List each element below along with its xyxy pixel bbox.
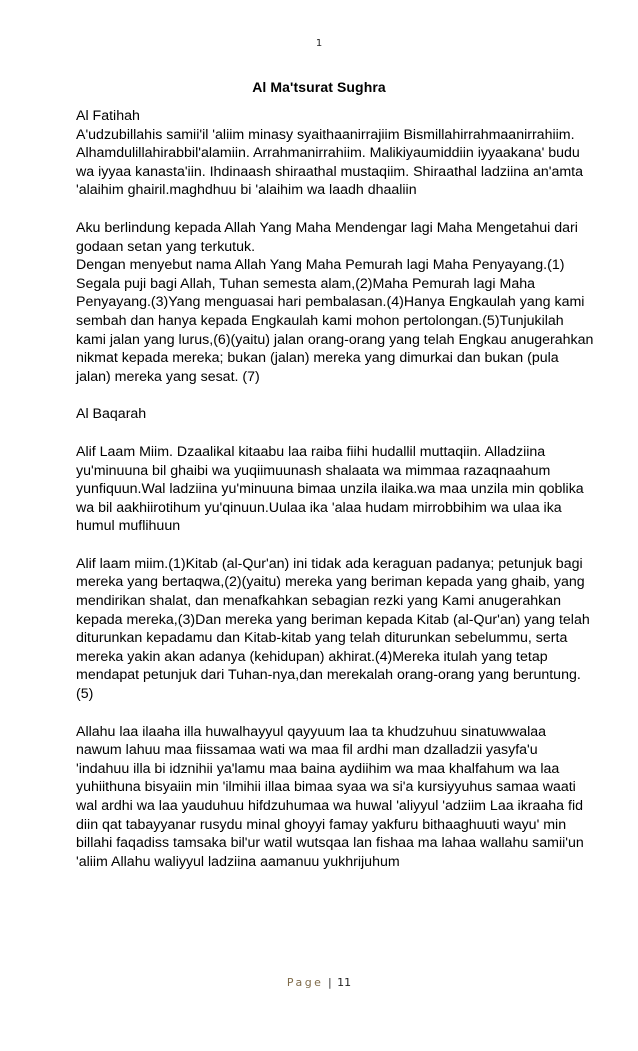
document-title: Al Ma'tsurat Sughra [252, 79, 386, 95]
section-heading-al-fatihah: Al Fatihah [76, 108, 140, 124]
paragraph-baqarah-translation: Alif laam miim.(1)Kitab (al-Qur'an) ini tidak ada keraguan padanya; petunjuk bagi mereka yang bertaqwa,(2)(yaitu) mereka yang beriman kepada yang ghaib, yang mendirikan shalat, dan menafkahkan sebagian rezki yang Kami anugerahkan kepada mereka,(3)Dan mereka yang beriman kepada Kitab (al-Qur'an) yang telah diturunkan kepadamu dan Kitab-kitab yang telah diturunkan sebelummu, serta mereka yakin akan adanya (kehidupan) akhirat.(4)Mereka itulah yang tetap mendapat petunjuk dari Tuhan-nya,dan merekalah orang-orang yang beruntung.(5) [76, 555, 590, 703]
page-label: Page [286, 976, 324, 989]
paragraph-baqarah-transliteration: Alif Laam Miim. Dzaalikal kitaabu laa raiba fiihi hudallil muttaqiin. Alladziina yu'minuuna bil ghaibi wa yuqiimuunash shalaata wa mimmaa razaqnaahum yunfiquun.Wal ladziina yu'minuuna bimaa unzila ilaika.wa maa unzila min qoblika wa bil aakhiirotihum yu'qinuun.Uulaa ika 'alaa hudam mirrobbihim wa ulaa ika humul muflihuun [76, 443, 584, 535]
paragraph-fatihah-transliteration: A'udzubillahis samii'il 'aliim minasy syaithaanirrajiim Bismillahirrahmaanirrahiim. Alhamdulillahirabbil'alamiin. Arrahmanirrahiim. Malikiyaumiddiin iyyaakana' budu wa iyyaa kanasta'iin. Ihdinaash shiraathal mustaqiim. Shiraathal ladziina an'amta 'alaihim ghairil.maghdhuu bi 'alaihim wa laadh dhaaliin [76, 126, 583, 199]
paragraph-fatihah-translation: Dengan menyebut nama Allah Yang Maha Pemurah lagi Maha Penyayang.(1) Segala puji bagi Allah, Tuhan semesta alam,(2)Maha Pemurah lagi Maha Penyayang.(3)Yang menguasai hari pembalasan.(4)Hanya Engkaulah yang kami sembah dan hanya kepada Engkaulah kami mohon pertolongan.(5)Tunjukilah kami jalan yang lurus,(6)(yaitu) jalan orang-orang yang telah Engkau anugerahkan nikmat kepada mereka; bukan (jalan) mereka yang dimurkai dan bukan (pula jalan) mereka yang sesat. (7) [76, 257, 594, 385]
page-top-number: 1 [315, 38, 323, 49]
section-heading-al-baqarah: Al Baqarah [76, 406, 147, 423]
paragraph-ayat-kursi-transliteration: Allahu laa ilaaha illa huwalhayyul qayyuum laa ta khudzuhuu sinatuwwalaa nawum lahuu maa fiissamaa wati wa maa fil ardhi man dzalladzii yasyfa'u 'indahuu illa bi idznihii ya'lamu maa baina aydiihim wa maa khalfahum wa laa yuhiithuna bisyaiin min 'ilmihii illaa bimaa syaa wa si'a kursiyyuhus samaa waati wal ardhi wa laa yauduhuu hifdzuhumaa wa huwal 'aliyyul 'adziim Laa ikraaha fid diin qat tabayyanar rusydu minal ghoyyi famay yakfuru bithaaghuuti wayu' min billahi faqadiss tamsaka bil'ur watil wutsqaa lan fishaa ma lahaa wallahu samii'un 'aliim Allahu waliyyul ladziina aamanuu yukhrijuhum [76, 723, 584, 870]
footer-separator: | [327, 976, 332, 989]
document-body [76, 107, 594, 871]
page-number: 11 [337, 976, 352, 989]
page-footer [0, 976, 638, 989]
paragraph-fatihah-translation-intro: Aku berlindung kepada Allah Yang Maha Mendengar lagi Maha Mengetahui dari godaan setan yang terkutuk. [76, 219, 578, 255]
